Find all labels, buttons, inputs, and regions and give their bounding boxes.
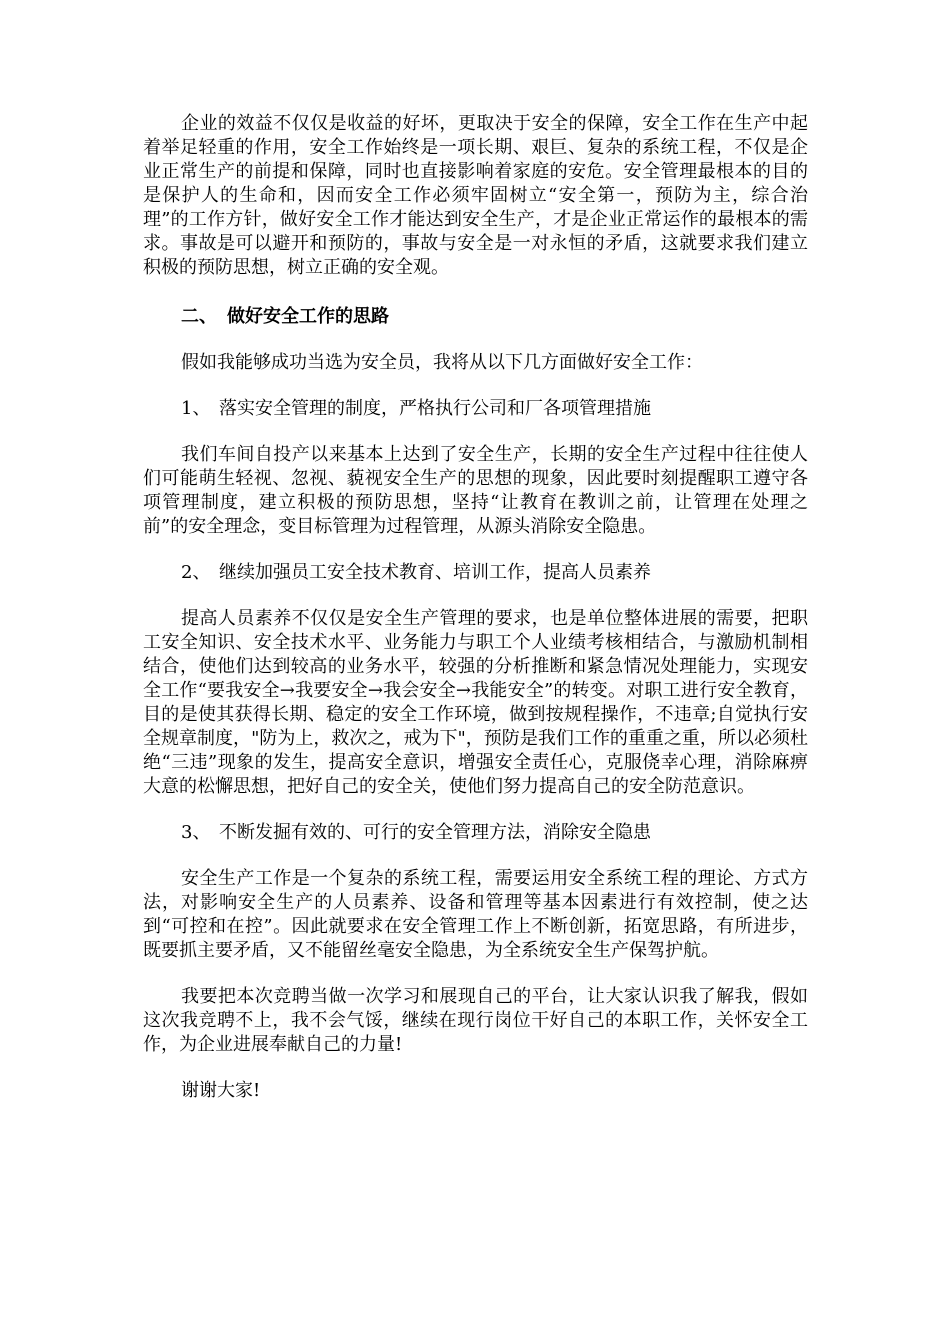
document-page (143, 112, 808, 1103)
intro-paragraph: 企业的效益不仅仅是收益的好坏，更取决于安全的保障，安全工作在生产中起着举足轻重的作用，安全工作始终是一项长期、艰巨、复杂的系统工程，不仅是企业正常生产的前提和保障，同时也直接影响着家庭的安危。安全管理最根本的目的是保护人的生命和，因而安全工作必须牢固树立“安全第一，预防为主，综合治理”的工作方针，做好安全工作才能达到安全生产，才是企业正常运作的最根本的需求。事故是可以避开和预防的，事故与安全是一对永恒的矛盾，这就要求我们建立积极的预防思想，树立正确的安全观。 (143, 113, 808, 278)
item-title: 落实安全管理的制度，严格执行公司和厂各项管理措施 (219, 398, 651, 419)
item-heading (143, 561, 808, 585)
closing-paragraph: 我要把本次竞聘当做一次学习和展现自己的平台，让大家认识我了解我，假如这次我竞聘不上，我不会气馁，继续在现行岗位干好自己的本职工作，关怀安全工作，为企业进展奉献自己的力量! (143, 986, 808, 1055)
section-title: 做好安全工作的思路 (227, 306, 389, 327)
item-number: 3、 (181, 822, 211, 843)
item-title: 不断发掘有效的、可行的安全管理方法，消除安全隐患 (219, 822, 651, 843)
plan-paragraph: 假如我能够成功当选为安全员，我将从以下几方面做好安全工作： (181, 352, 703, 373)
section-heading (143, 305, 808, 329)
item-title: 继续加强员工安全技术教育、培训工作，提高人员素养 (219, 562, 651, 583)
item3-paragraph: 安全生产工作是一个复杂的系统工程，需要运用安全系统工程的理论、方式方法，对影响安全生产的人员素养、设备和管理等基本因素进行有效控制，使之达到“可控和在控”。因此就要求在安全管理工作上不断创新，拓宽思路，有所进步，既要抓主要矛盾，又不能留丝毫安全隐患，为全系统安全生产保驾护航。 (143, 868, 808, 961)
item-number: 2、 (181, 562, 211, 583)
item-number: 1、 (181, 398, 211, 419)
section-number: 二、 (181, 306, 217, 327)
item-heading (143, 397, 808, 421)
item2-paragraph: 提高人员素养不仅仅是安全生产管理的要求，也是单位整体进展的需要，把职工安全知识、安全技术水平、业务能力与职工个人业绩考核相结合，与激励机制相结合，使他们达到较高的业务水平，较强的分析推断和紧急情况处理能力，实现安全工作“要我安全→我要安全→我会安全→我能安全”的转变。对职工进行安全教育，目的是使其获得长期、稳定的安全工作环境，做到按规程操作，不违章;自觉执行安全规章制度，"防为上，救次之，戒为下"，预防是我们工作的重重之重，所以必须杜绝“三违”现象的发生，提高安全意识，增强安全责任心，克服侥幸心理，消除麻痹大意的松懈思想，把好自己的安全关，使他们努力提高自己的安全防范意识。 (143, 608, 808, 797)
item1-paragraph: 我们车间自投产以来基本上达到了安全生产，长期的安全生产过程中往往使人们可能萌生轻视、忽视、藐视安全生产的思想的现象，因此要时刻提醒职工遵守各项管理制度，建立积极的预防思想，坚持“让教育在教训之前，让管理在处理之前”的安全理念，变目标管理为过程管理，从源头消除安全隐患。 (143, 444, 808, 537)
item-heading (143, 821, 808, 845)
thanks-paragraph: 谢谢大家! (181, 1080, 261, 1101)
